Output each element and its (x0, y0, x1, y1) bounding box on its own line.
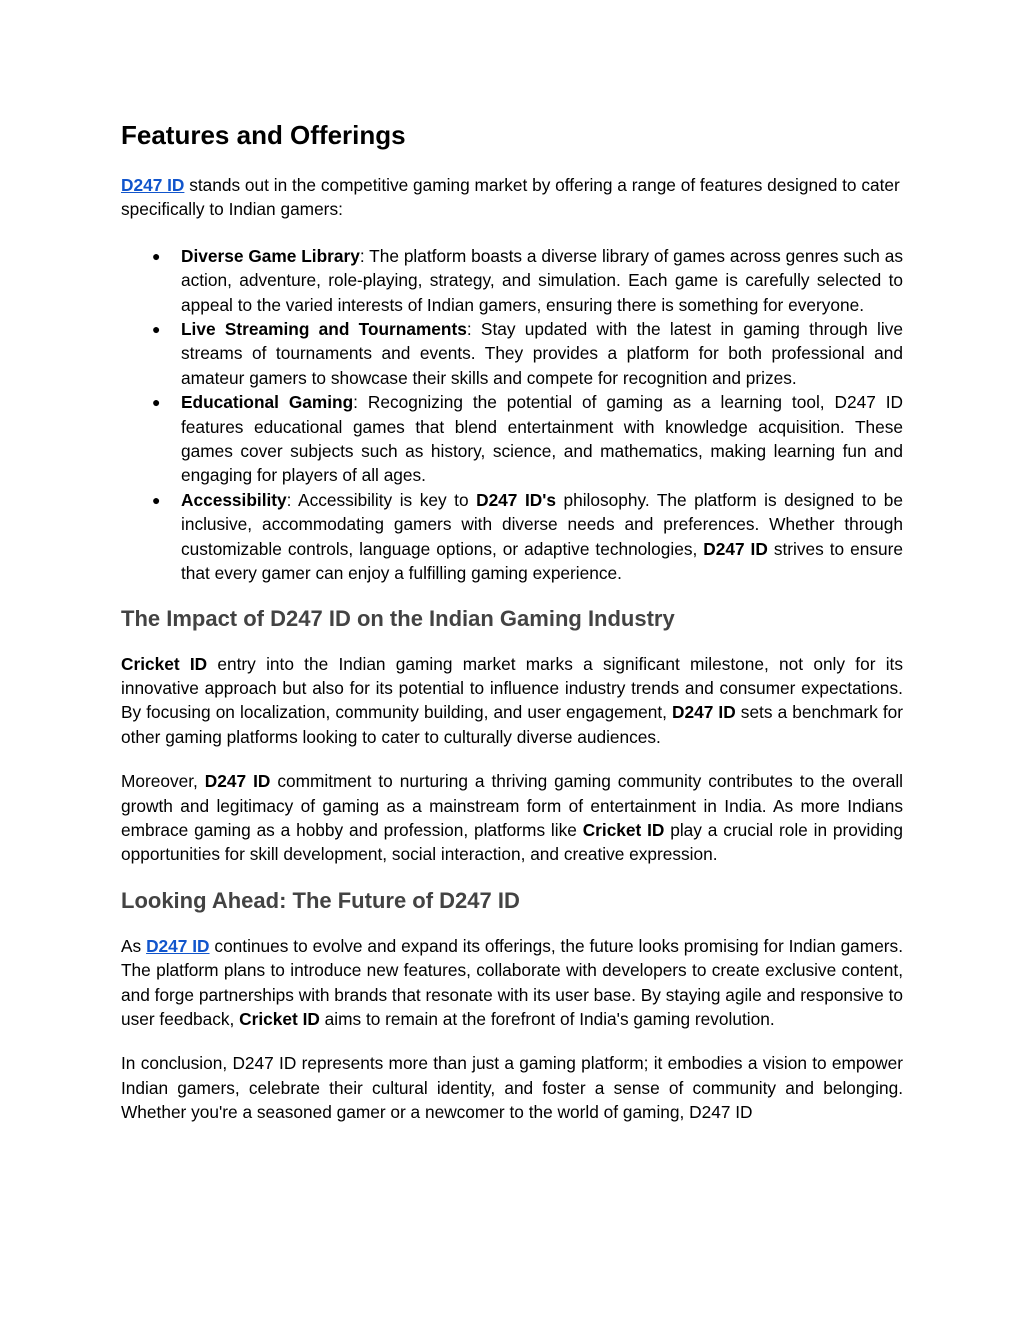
future-paragraph (121, 934, 903, 1032)
intro-text: stands out in the competitive gaming market by offering a range of features designed to cater specifically to Indian gamers: (121, 175, 900, 220)
bullet-icon: ● (152, 491, 161, 508)
feature-item-accessibility (152, 488, 903, 586)
bold-text: Cricket ID (121, 653, 208, 674)
feature-title: Educational Gaming (181, 392, 354, 413)
d247-id-link[interactable]: D247 ID (146, 935, 210, 956)
bold-text: Cricket ID (239, 1008, 320, 1029)
document-page (121, 118, 903, 1145)
conclusion-paragraph: In conclusion, D247 ID represents more than just a gaming platform; it embodies a vision to empower Indian gamers, celebrate their cultural identity, and foster a sense of community and belonging. Whether you're a seasoned gamer or a newcomer to the world of gaming, D247 ID (121, 1053, 903, 1123)
bullet-icon: ● (152, 247, 161, 264)
feature-text: : Accessibility is key to (286, 489, 477, 510)
impact-paragraph-2 (121, 769, 903, 867)
feature-text: strives to ensure that every gamer can enjoy a fulfilling gaming experience. (181, 538, 903, 584)
body-text: Moreover, (121, 771, 205, 792)
body-text: aims to remain at the forefront of India's gaming revolution. (319, 1008, 775, 1029)
bold-text: Cricket ID (582, 819, 665, 840)
feature-text: : The platform boasts a diverse library of games across genres such as action, adventure, role-playing, strategy, and simulation. Each game is carefully selected to appeal to the varied interests of Indian gamers, ensuring there is something for everyone. (181, 245, 903, 315)
body-text: commitment to nurturing a thriving gaming community contributes to the overall growth and legitimacy of gaming as a mainstream form of entertainment in India. As more Indians embrace gaming as a hobby and profession, platforms like (121, 771, 904, 840)
intro-paragraph (121, 173, 903, 222)
feature-item-live-streaming (152, 317, 903, 390)
impact-paragraph-1 (121, 652, 903, 750)
bullet-icon: ● (152, 321, 161, 338)
heading-impact: The Impact of D247 ID on the Indian Gaming Industry (121, 605, 675, 631)
feature-item-educational-gaming (152, 390, 903, 488)
bold-text: D247 ID (672, 702, 736, 723)
features-list (121, 244, 903, 586)
body-text: As (121, 935, 147, 956)
feature-text: philosophy. The platform is designed to be inclusive, accommodating gamers with diverse needs and preferences. Whether through customizable controls, language options, or adaptive technologies, (181, 489, 903, 559)
feature-text: : Stay updated with the latest in gaming through live streams of tournaments and events. They provides a platform for both professional and amateur gamers to showcase their skills and compete for recognition and prizes. (181, 319, 903, 388)
bullet-icon: ● (152, 394, 161, 411)
heading-future: Looking Ahead: The Future of D247 ID (121, 887, 520, 913)
feature-title: Accessibility (181, 489, 287, 510)
bold-text: D247 ID (204, 771, 271, 792)
body-text: sets a benchmark for other gaming platforms looking to cater to culturally diverse audiences. (121, 702, 903, 747)
feature-title: Diverse Game Library (181, 245, 360, 266)
heading-features-and-offerings: Features and Offerings (121, 120, 406, 150)
body-text: entry into the Indian gaming market marks a significant milestone, not only for its innovative approach but also for its potential to influence industry trends and consumer expectations. By focusing on localization, community building, and user engagement, (121, 653, 903, 723)
body-text: play a crucial role in providing opportunities for skill development, social interaction, and creative expression. (121, 819, 904, 865)
feature-text: : Recognizing the potential of gaming as a learning tool, D247 ID features educational games that blend entertainment with knowledge acquisition. These games cover subjects such as history, science, and mathematics, making learning fun and engaging for players of all ages. (181, 392, 903, 486)
feature-title: Live Streaming and Tournaments (181, 319, 467, 340)
feature-bold: D247 ID's (476, 489, 556, 510)
feature-item-diverse-game-library (152, 244, 903, 317)
feature-bold: D247 ID (703, 538, 768, 559)
d247-id-link[interactable]: D247 ID (121, 175, 185, 195)
body-text: continues to evolve and expand its offerings, the future looks promising for Indian gamers. The platform plans to introduce new features, collaborate with developers to create exclusive content, and forge partnerships with brands that resonate with its user base. By staying agile and responsive to user feedback, (121, 935, 903, 1029)
